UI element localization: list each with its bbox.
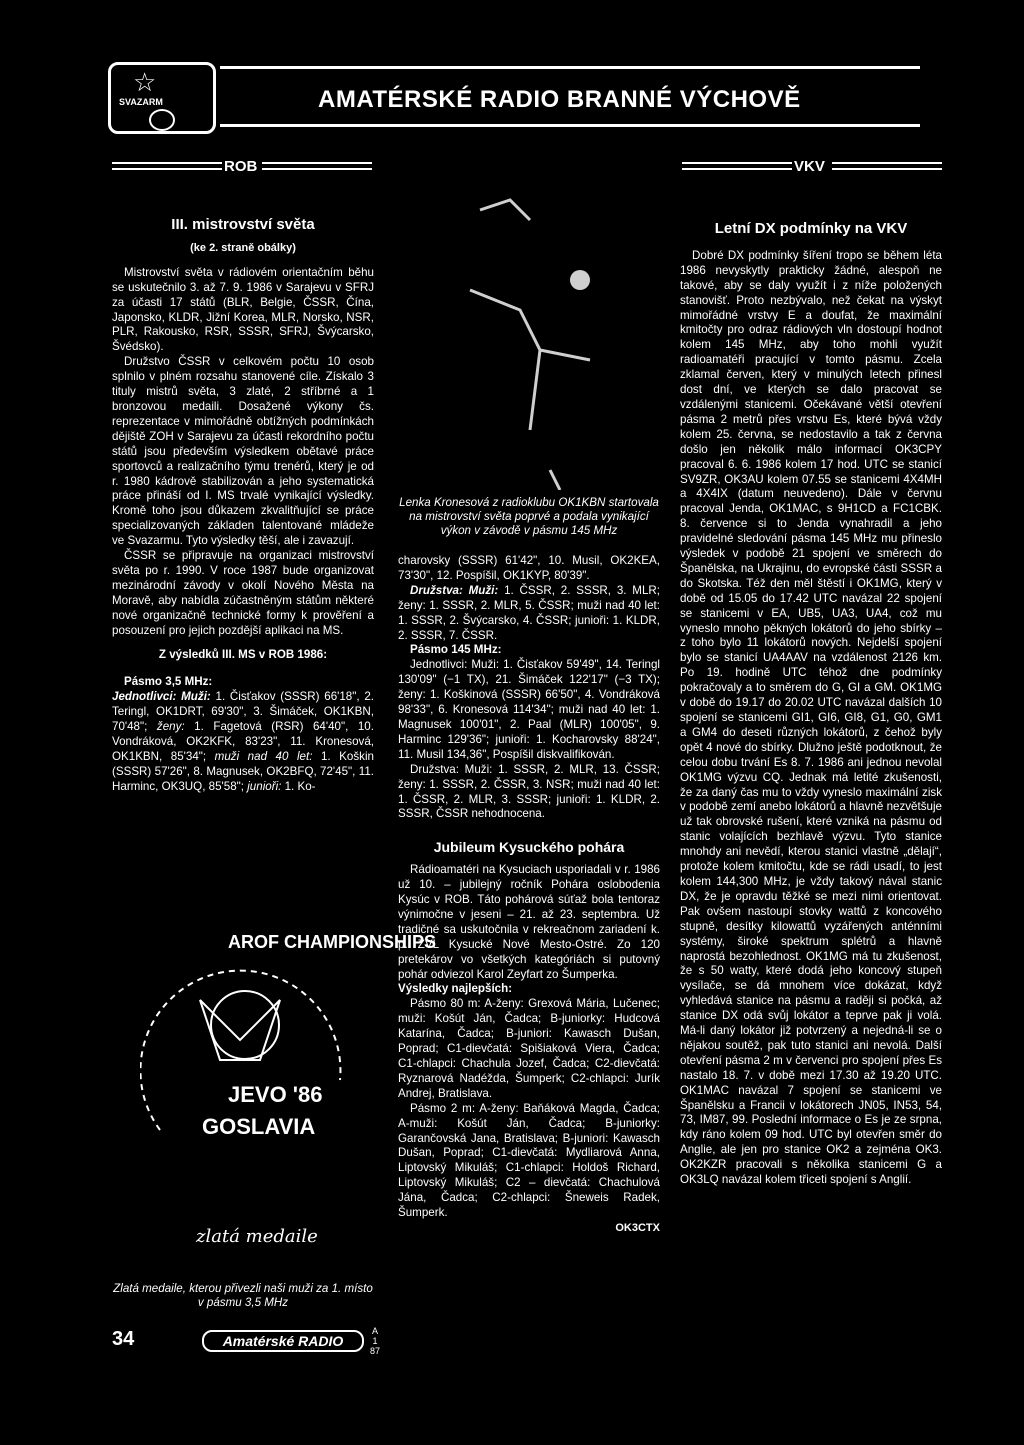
band-heading: Pásmo 145 MHz: <box>410 643 502 657</box>
issue-letter: A <box>371 1326 378 1336</box>
header-rule-bottom <box>220 124 920 127</box>
vkv-rule-left <box>682 162 792 164</box>
results-heading: Z výsledků III. MS v ROB 1986: <box>158 648 328 662</box>
category-label: ženy: <box>156 720 185 734</box>
category-label: muži nad 40 let: <box>214 749 313 763</box>
section-label-vkv: VKV <box>794 158 825 175</box>
medal-caption: Zlatá medaile, kterou přivezli naši muži za 1. místo v pásmu 3,5 MHz <box>113 1282 373 1309</box>
rob-rule-right-2 <box>262 168 372 170</box>
article-title-jubileum: Jubileum Kysuckého pohára <box>433 839 625 856</box>
results-text: 1. Fagetová (RSR) 64'40", 10. Vondráková, OK2KFK, 83'23", 11. Kronesová, OK1KBN, 85'34"; <box>112 720 374 763</box>
paragraph: Rádioamatéri na Kysuciach usporiadali v r. 1986 už 10. – jubilejný ročník Pohára oslobodenia Kysúc v ROB. Táto pohárová súťaž bola tentoraz výnimočne v jeseni – 21. až 23. septembra. Už tradičné sa uskutočnila v rekreačnom zariadení k. p. ZVL Kysucké Nové Mesto-Ostré. Zo 120 pretekárov vo všetkých kategóriách si putovný pohár odviezol Karol Zeyfart zo Šumperka. <box>398 863 660 981</box>
medal-arc-text: AROF CHAMPIONSHIPS <box>228 932 437 952</box>
photo-caption: Lenka Kronesová z radioklubu OK1KBN startovala na mistrovství světa poprvé a podala vynikající výkon v závodě v pásmu 145 MHz <box>399 496 659 537</box>
results-paragraph <box>112 690 374 794</box>
article-subtitle: (ke 2. straně obálky) <box>190 241 296 254</box>
results-text: 1. Čisťakov (SSSR) 66'18", 2. Teringl, OK1DRT, 69'30", 3. Šimáček, OK1KBN, 70'48"; <box>112 690 374 734</box>
issue-year: 87 <box>369 1346 380 1356</box>
medal-city: JEVO '86 <box>228 1082 323 1107</box>
paragraph: ČSSR se připravuje na organizaci mistrovství světa po r. 1990. V roce 1987 bude organizovat mezinárodní závody v okolí Nového Města na Moravě, aby nabídla zúčastněným státům některé nové organizačně technické formy k prověření a posouzení pro jejich pozdější aplikaci na MS. <box>112 549 374 637</box>
page-title: AMATÉRSKÉ RADIO BRANNÉ VÝCHOVĚ <box>318 86 801 113</box>
vkv-rule-right-2 <box>832 168 942 170</box>
header-rule-top <box>220 66 920 69</box>
column-vkv <box>680 222 942 1188</box>
medal-script: zlatá medaile <box>196 1226 318 1247</box>
star-icon: ☆ <box>133 67 157 97</box>
runner-photo <box>410 170 660 490</box>
paragraph: Pásmo 80 m: A-ženy: Grexová Mária, Lučenec; muži: Košút Ján, Čadca; B-juniorky: Hudcová Katarína, Čadca; B-juniori: Kawasch Dušan, Poprad; C1-dievčatá: Spišiaková Viera, Čadca; C1-chlapci: Chachula Jozef, Čadca; C2-dievčatá: Ryznarová Nadéžda, Šumperk; C2-chlapci: Jurík Andrej, Bratislava. <box>398 997 660 1100</box>
category-label: Družstva: Muži: <box>410 583 499 597</box>
paragraph: Dobré DX podmínky šíření tropo se během léta 1986 nevyskytly prakticky žádné, alespoň ne takové, aby se daly využít i z níže položených stanovišť. Proto nezbývalo, než čekat na výskyt mimořádné vrstvy E a doufat, že maximální kmitočty pro odraz rádiových vln dostoupí hodnot kolem 145 MHz, aby toho mohli využít radioamatéři pracující v tomto pásmu. Zcela zklamal červen, který v minulých letech přinesl dost dní, ve kterých se dalo pracovat se vzdálenými stanicemi. Očekávané větší otevření pásma 2 metrů přes vrstvu Es, které bývá vždy kolem 25. června, se nedostavilo a tak z června došlo jen několik málo informací OK3CPY pracoval 6. 6. 1986 kolem 17 hod. UTC se stanicí SV9ZR, OK3AU kolem 07.55 se stanicemi 4X4MH a 4X4IX (datum neuvedeno). Dále v červnu pracoval Jenda, OK1MAC, s 9H1CD a FC1CBK. 8. července si to Jenda vynahradil a jeho pravidelné sledování pásma 145 MHz mu přineslo výsledek v podobě 21 spojení ve směrech do Španělska, na Ukrajinu, do evropské části SSSR a do Skotska. Též den měl štěstí i OK1MG, který v době od 15.05 do 17.42 UTC navázal 22 spojení se stanicemi v EA, UB5, UA3, UA4, což mu vyneslo mnoho pěkných lokátorů do jeho sbírky – z toho bylo 11 lokátorů nových. Nejdelší spojení bylo se stanicí UA4AAV na vzdálenost 2126 km. Po 19. hodině UTC téhož dne podmínky pokračovaly a to směrem do G, GI a GM. OK1MG v době do 19.17 do 20.02 UTC navázal dalších 10 spojení se stanicemi GI1, GI6, GI8, G1, G0, GM1 a GM4 do deseti různých lokátorů, z čehož byly opět 4 nové do sbírky. Dlužno ještě podotknout, že celou dobu trvání Es 8. 7. 1986 ani jednou nevolal OK1MG výzvu CQ. Jednak má letité zkušenosti, že za daný čas mu to vždy vyneslo maximální zisk v podobě zemí anebo lokátorů a hlavně nezvětšuje už tak obrovské rušení, které vzniká na pásmu od stanic volajících bezhlavě výzvu. Tyto stanice mnohdy ani nevědí, kterou stanici vlastně „dělají“, protože kolem kmitočtu, kde se rádi usadí, to jest kolem 144,300 MHz, je vždy takový nával stanic DX, že je opravdu těžké se mezi nimi orientovat. Pak ovšem nastoupí stovky wattů z koncového stupně, desítky kilowattů vyzářených anténními systémy, široké spektrum splétrů a hlavně naprostá bezohlednost. OK1MG má tu zkušenost, že s 50 watty, které dodá jeho koncový stupeň vysílače, se dá mnohem více dokázat, když vyhledává stanice na pásmu a raději si počká, až stanice DX odá svůj lokátor a teprve pak ji volá. Má-li daný lokátor již potvrzený a nejedná-li se o nějakou soutěž, pak tuto stanici ani nevolá. Další otevření pásma 2 m v červenci pro spojení přes Es nastalo 18. 7. v době mezi 17.30 až 19.20 UTC. OK1MAC navázal 7 spojení se stanicemi ve Španělsku a Francii v lokátorech JN05, IN53, 54, 73, IM87, 99. Poslední informace o Es je ze srpna, kdy ráno kolem 09 hod. UTC byl otevřen směr do Anglie, ale jen pro stanice OK2 a zejména OK3. OK2KZR pracovali s několika stanicemi G a OK3LQ navázal kolem třiceti spojení s Anglií. <box>680 248 942 1187</box>
paragraph: Družstva: Muži: 1. SSSR, 2. MLR, 13. ČSSR; ženy: 1. SSSR, 2. ČSSR, 3. NSR; muži nad 40 let: 1. ČSSR, 2. MLR, 3. SSSR; junioři: 1. KLDR, 2. SSSR, ČSSR nehodnocena. <box>398 762 660 821</box>
paragraph: Pásmo 2 m: A-ženy: Baňáková Magda, Čadca; A-muži: Košút Ján, Čadca; B-juniorky: Garančovská Jana, Bratislava; B-juniori: Kawasch Dušan, Poprad; C1-dievčatá: Mydliarová Anna, Liptovský Mikuláš; C1-chlapci: Holdoš Richard, Liptovský Mikuláš; C2 – dievčatá: Chachulová Jána, Čadca; C2-chlapci: Šneweis Radek, Šumperk. <box>398 1101 660 1220</box>
vkv-rule-left-2 <box>682 168 792 170</box>
medal-photo <box>140 930 437 1170</box>
runner-figure-icon <box>410 170 660 490</box>
paragraph: Družstvo ČSSR v celkovém počtu 10 osob splnilo v plném rozsahu stanovené cíle. Získalo 3 tituly mistrů světa, 3 zlaté, 2 stříbrné a 1 bronzovou medaili. Dosažené výkony čs. reprezentace v mimořádně obtížných podmínkách dějiště ZOH v Sarajevu za účasti rekordního počtu států jsou především výsledkem obětavé práce sportovců a realizačního týmu trenérů, který je od r. 1980 kádrově stabilizován a jeho systematická práce přináší od I. MS trvalé vynikající výsledky. Kromě toho jsou důkazem zkvalitňující se práce specializovaných základen talentované mládeže ve Svazarmu. Tyto výsledky těší, ale i zavazují. <box>112 355 374 548</box>
results-text: 1. Koškin (SSSR) 57'26", 8. Magnusek, OK2BFQ, 72'45", 11. Harminc, OK3UQ, 85'58"; <box>112 749 374 793</box>
column-rob <box>112 218 374 795</box>
rob-rule-left-2 <box>112 168 222 170</box>
issue-num: 1 <box>372 1336 378 1346</box>
best-results-heading: Výsledky najlepších: <box>398 982 513 996</box>
results-text: 1. Ko- <box>284 779 316 793</box>
vkv-rule-right <box>832 162 942 164</box>
medal-country: GOSLAVIA <box>202 1114 316 1139</box>
svazarm-logo <box>108 62 216 134</box>
teams-paragraph <box>398 584 660 644</box>
issue-number <box>368 1326 382 1356</box>
results-text: 1. ČSSR, 2. SSSR, 3. MLR; ženy: 1. SSSR, 2. MLR, 5. ČSSR; muži nad 40 let: 1. SSSR, 2. Švýcarsko, 4. ČSSR; junioři: 1. KLDR, 2. SSSR, 7. ČSSR. <box>398 583 660 642</box>
category-label: Jednotlivci: Muži: <box>112 690 211 704</box>
column-results <box>398 496 660 1236</box>
article-title-ms: III. mistrovství světa <box>171 216 315 233</box>
author-signature: OK3CTX <box>615 1221 660 1234</box>
radio-icon <box>149 109 175 131</box>
page-number: 34 <box>112 1328 135 1350</box>
logo-text: SVAZARM <box>119 97 163 107</box>
article-title-dx: Letní DX podmínky na VKV <box>714 220 908 237</box>
rob-rule-right <box>262 162 372 164</box>
masthead-logo: Amatérské RADIO <box>202 1330 364 1352</box>
section-label-rob: ROB <box>224 158 258 175</box>
rob-rule-left <box>112 162 222 164</box>
paragraph: charovsky (SSSR) 61'42", 10. Musil, OK2KEA, 73'30", 12. Pospíšil, OK1KYP, 80'39". <box>398 554 660 582</box>
paragraph: Mistrovství světa v rádiovém orientačním běhu se uskutečnilo 3. až 7. 9. 1986 v Sarajevu v SFRJ za účasti 17 států (BLR, Belgie, ČSSR, Čína, Japonsko, KLDR, Jižní Korea, MLR, Norsko, NSR, PLR, Rakousko, RSR, SSSR, SFRJ, Švýcarsko, Švédsko). <box>112 265 374 354</box>
paragraph: Jednotlivci: Muži: 1. Čisťakov 59'49", 14. Teringl 130'09" (−1 TX), 21. Šimáček 122'17" (−3 TX); ženy: 1. Koškinová (SSSR) 66'50", 4. Vondráková 98'33", 6. Kronesová 114'34"; muži nad 40 let: 1. Magnusek 100'01", 2. Paal (MLR) 100'05", 9. Harminc 129'36"; junioři: 1. Kocharovsky 88'24", 11. Musil 134,36", Pospíšil diskvalifikován. <box>398 658 660 761</box>
band-heading: Pásmo 3,5 MHz: <box>124 675 213 689</box>
category-label: junioři: <box>247 779 282 793</box>
